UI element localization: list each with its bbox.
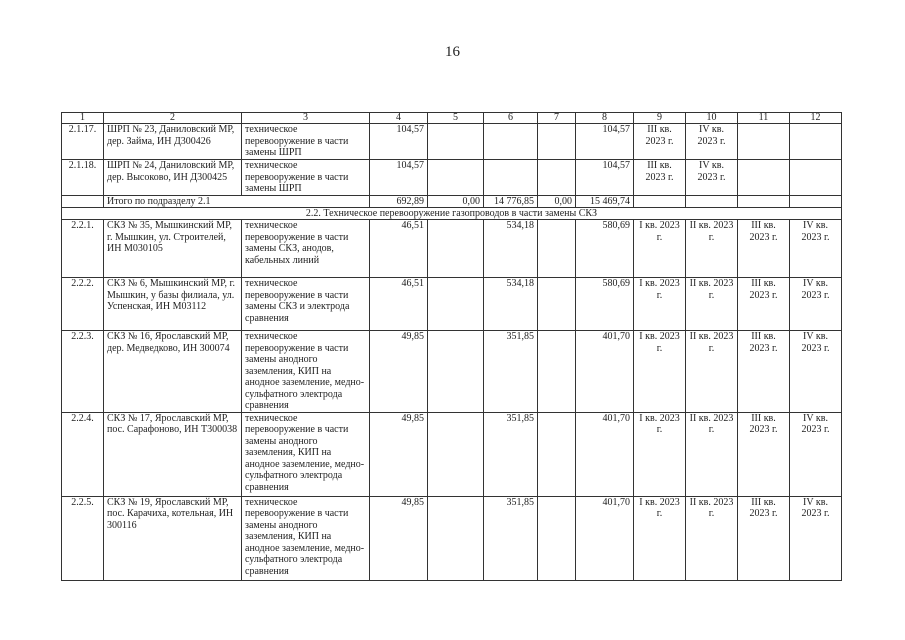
subtotal-col4: 692,89 <box>370 196 428 208</box>
table-row <box>62 124 842 160</box>
subtotal-col5: 0,00 <box>428 196 484 208</box>
value-col7 <box>538 331 576 413</box>
quarter-col12: IV кв. 2023 г. <box>790 412 842 496</box>
value-col4: 46,51 <box>370 278 428 331</box>
object-name: СКЗ № 17, Ярославский МР, пос. Сарафоново, ИН Т300038 <box>104 412 242 496</box>
quarter-col10: IV кв. 2023 г. <box>686 160 738 196</box>
quarter-col12: IV кв. 2023 г. <box>790 278 842 331</box>
value-col5 <box>428 331 484 413</box>
object-name: СКЗ № 6, Мышкинский МР, г. Мышкин, у базы филиала, ул. Успенская, ИН М03112 <box>104 278 242 331</box>
value-col6: 351,85 <box>484 496 538 580</box>
value-col8: 104,57 <box>576 124 634 160</box>
column-number: 9 <box>634 113 686 124</box>
quarter-col9: III кв. 2023 г. <box>634 124 686 160</box>
table-row <box>62 278 842 331</box>
quarter-col12 <box>790 160 842 196</box>
value-col8: 401,70 <box>576 496 634 580</box>
value-col4: 49,85 <box>370 331 428 413</box>
page-number: 16 <box>445 44 460 60</box>
quarter-col11: III кв. 2023 г. <box>738 331 790 413</box>
value-col8: 401,70 <box>576 331 634 413</box>
value-col7 <box>538 278 576 331</box>
column-number: 7 <box>538 113 576 124</box>
column-number: 12 <box>790 113 842 124</box>
quarter-col11 <box>738 124 790 160</box>
value-col6: 351,85 <box>484 412 538 496</box>
quarter-col10: II кв. 2023 г. <box>686 496 738 580</box>
plan-table <box>61 112 842 581</box>
column-number: 1 <box>62 113 104 124</box>
value-col6: 534,18 <box>484 220 538 278</box>
column-number: 2 <box>104 113 242 124</box>
object-name: СКЗ № 35, Мышкинский МР, г. Мышкин, ул. Строителей, ИН М030105 <box>104 220 242 278</box>
value-col4: 104,57 <box>370 160 428 196</box>
item-number: 2.1.18. <box>62 160 104 196</box>
column-number-row <box>62 113 842 124</box>
item-number: 2.1.17. <box>62 124 104 160</box>
column-number: 6 <box>484 113 538 124</box>
object-name: СКЗ № 19, Ярославский МР, пос. Карачиха, котельная, ИН 300116 <box>104 496 242 580</box>
table-row <box>62 331 842 413</box>
value-col7 <box>538 160 576 196</box>
quarter-col9: I кв. 2023 г. <box>634 220 686 278</box>
quarter-col12: IV кв. 2023 г. <box>790 220 842 278</box>
column-number: 4 <box>370 113 428 124</box>
work-description: техническое перевооружение в части замены анодного заземления, КИП на анодное заземление, медно-сульфатного электрода сравнения <box>242 496 370 580</box>
value-col5 <box>428 496 484 580</box>
column-number: 11 <box>738 113 790 124</box>
quarter-col11: III кв. 2023 г. <box>738 412 790 496</box>
subtotal-row <box>62 196 842 208</box>
value-col8: 580,69 <box>576 220 634 278</box>
quarter-col9: I кв. 2023 г. <box>634 412 686 496</box>
subtotal-label: Итого по подразделу 2.1 <box>104 196 370 208</box>
quarter-col10: IV кв. 2023 г. <box>686 124 738 160</box>
quarter-col10: II кв. 2023 г. <box>686 220 738 278</box>
quarter-col9: I кв. 2023 г. <box>634 331 686 413</box>
value-col4: 104,57 <box>370 124 428 160</box>
column-number: 5 <box>428 113 484 124</box>
quarter-col11: III кв. 2023 г. <box>738 496 790 580</box>
quarter-col12 <box>790 124 842 160</box>
quarter-col11: III кв. 2023 г. <box>738 220 790 278</box>
value-col5 <box>428 220 484 278</box>
table-row <box>62 412 842 496</box>
subtotal-col8: 15 469,74 <box>576 196 634 208</box>
work-description: техническое перевооружение в части замены СКЗ, анодов, кабельных линий <box>242 220 370 278</box>
item-number: 2.2.5. <box>62 496 104 580</box>
quarter-col9: I кв. 2023 г. <box>634 278 686 331</box>
table-row <box>62 160 842 196</box>
value-col8: 104,57 <box>576 160 634 196</box>
value-col6: 351,85 <box>484 331 538 413</box>
value-col7 <box>538 496 576 580</box>
subtotal-col6: 14 776,85 <box>484 196 538 208</box>
value-col7 <box>538 412 576 496</box>
object-name: СКЗ № 16, Ярославский МР, дер. Медведково, ИН 300074 <box>104 331 242 413</box>
value-col6: 534,18 <box>484 278 538 331</box>
section-title: 2.2. Техническое перевооружение газопроводов в части замены СКЗ <box>62 208 842 220</box>
table-row <box>62 496 842 580</box>
item-number: 2.2.3. <box>62 331 104 413</box>
quarter-col10: II кв. 2023 г. <box>686 278 738 331</box>
quarter-col11 <box>738 160 790 196</box>
value-col5 <box>428 124 484 160</box>
column-number: 10 <box>686 113 738 124</box>
work-description: техническое перевооружение в части замены анодного заземления, КИП на анодное заземление, медно-сульфатного электрода сравнения <box>242 412 370 496</box>
value-col8: 401,70 <box>576 412 634 496</box>
value-col5 <box>428 278 484 331</box>
value-col4: 49,85 <box>370 496 428 580</box>
value-col6 <box>484 160 538 196</box>
table-row <box>62 220 842 278</box>
value-col5 <box>428 412 484 496</box>
value-col4: 49,85 <box>370 412 428 496</box>
value-col4: 46,51 <box>370 220 428 278</box>
quarter-col9: III кв. 2023 г. <box>634 160 686 196</box>
work-description: техническое перевооружение в части замены анодного заземления, КИП на анодное заземление, медно-сульфатного электрода сравнения <box>242 331 370 413</box>
quarter-col10: II кв. 2023 г. <box>686 412 738 496</box>
quarter-col12: IV кв. 2023 г. <box>790 496 842 580</box>
work-description: техническое перевооружение в части замены ШРП <box>242 160 370 196</box>
work-description: техническое перевооружение в части замены ШРП <box>242 124 370 160</box>
object-name: ШРП № 24, Даниловский МР, дер. Высоково, ИН Д300425 <box>104 160 242 196</box>
object-name: ШРП № 23, Даниловский МР, дер. Займа, ИН Д300426 <box>104 124 242 160</box>
value-col8: 580,69 <box>576 278 634 331</box>
quarter-col9: I кв. 2023 г. <box>634 496 686 580</box>
subtotal-col7: 0,00 <box>538 196 576 208</box>
quarter-col10: II кв. 2023 г. <box>686 331 738 413</box>
item-number: 2.2.4. <box>62 412 104 496</box>
item-number: 2.2.1. <box>62 220 104 278</box>
value-col7 <box>538 124 576 160</box>
work-description: техническое перевооружение в части замены СКЗ и электрода сравнения <box>242 278 370 331</box>
quarter-col11: III кв. 2023 г. <box>738 278 790 331</box>
item-number: 2.2.2. <box>62 278 104 331</box>
quarter-col12: IV кв. 2023 г. <box>790 331 842 413</box>
value-col6 <box>484 124 538 160</box>
section-heading-row <box>62 208 842 220</box>
value-col5 <box>428 160 484 196</box>
value-col7 <box>538 220 576 278</box>
column-number: 8 <box>576 113 634 124</box>
column-number: 3 <box>242 113 370 124</box>
